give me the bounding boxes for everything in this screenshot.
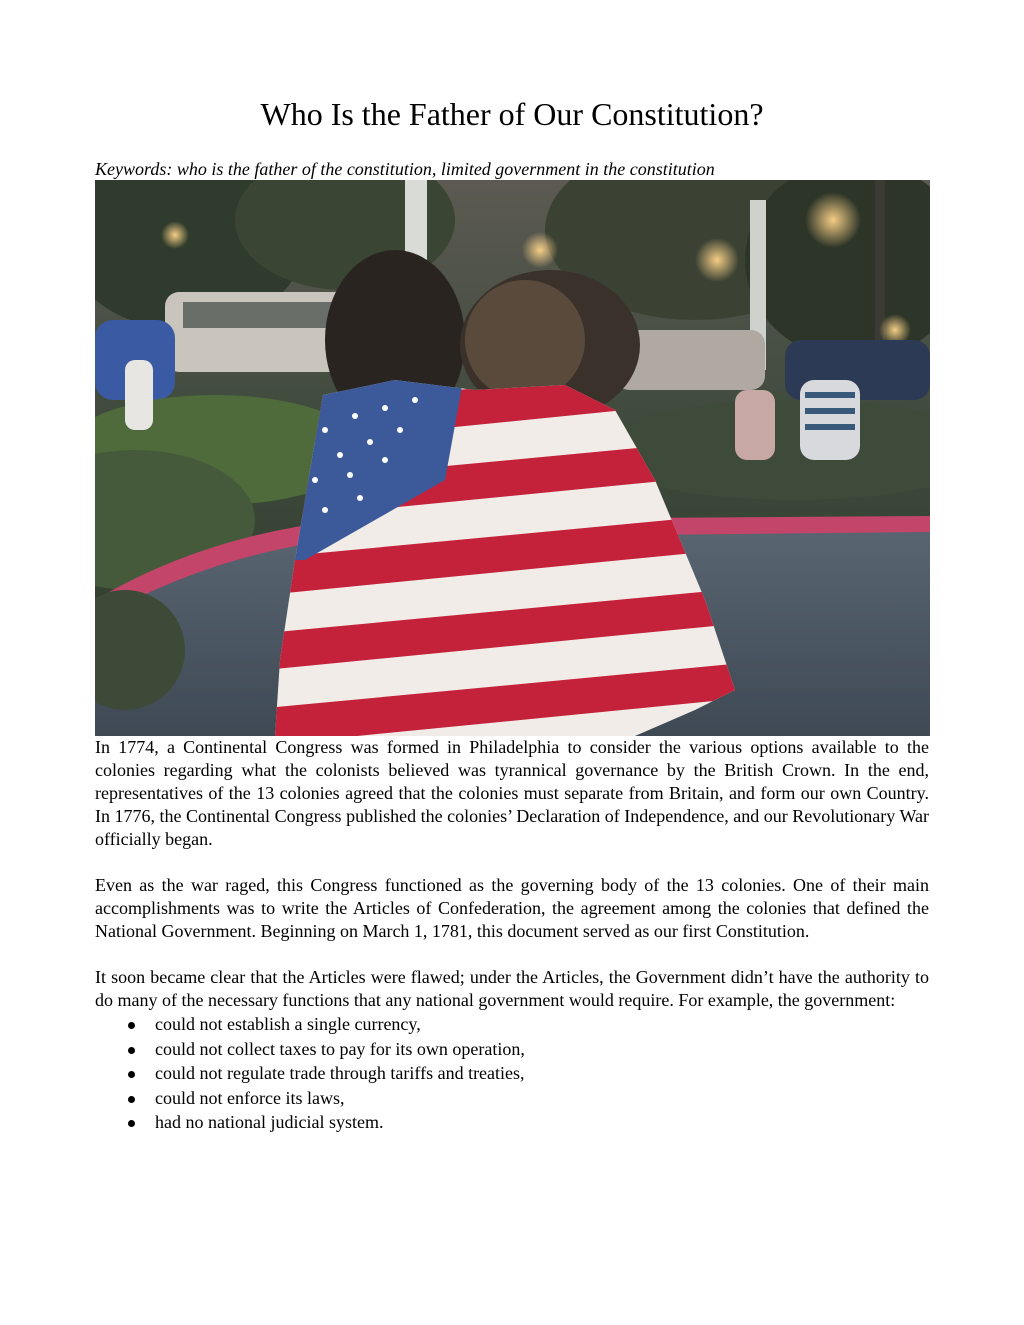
- flag-photo: [95, 180, 930, 736]
- list-item: could not regulate trade through tariffs and treaties,: [95, 1061, 929, 1086]
- paragraph-2: Even as the war raged, this Congress functioned as the governing body of the 13 colonies. One of their main accomplishments was to write the Articles of Confederation, the agreement among the colonies that defined the National Government. Beginning on March 1, 1781, this document served as our first Constitution.: [95, 875, 929, 941]
- list-item: could not enforce its laws,: [95, 1086, 929, 1111]
- page-title: Who Is the Father of Our Constitution?: [260, 96, 764, 132]
- list-item: had no national judicial system.: [95, 1110, 929, 1135]
- list-item: could not collect taxes to pay for its own operation,: [95, 1037, 929, 1062]
- paragraph-1: In 1774, a Continental Congress was formed in Philadelphia to consider the various options available to the colonies regarding what the colonists believed was tyrannical governance by the British Crown. In the end, representatives of the 13 colonies agreed that the colonies must separate from Britain, and form our own Country. In 1776, the Continental Congress published the colonies’ Declaration of Independence, and our Revolutionary War officially began.: [95, 737, 929, 849]
- keywords-line: Keywords: who is the father of the constitution, limited government in the constitution: [95, 159, 715, 179]
- article-body: [95, 736, 929, 1135]
- list-item: could not establish a single currency,: [95, 1012, 929, 1037]
- limitations-list: [95, 1012, 929, 1135]
- paragraph-3: It soon became clear that the Articles were flawed; under the Articles, the Government didn’t have the authority to do many of the necessary functions that any national government would require. For example, the government:: [95, 967, 929, 1010]
